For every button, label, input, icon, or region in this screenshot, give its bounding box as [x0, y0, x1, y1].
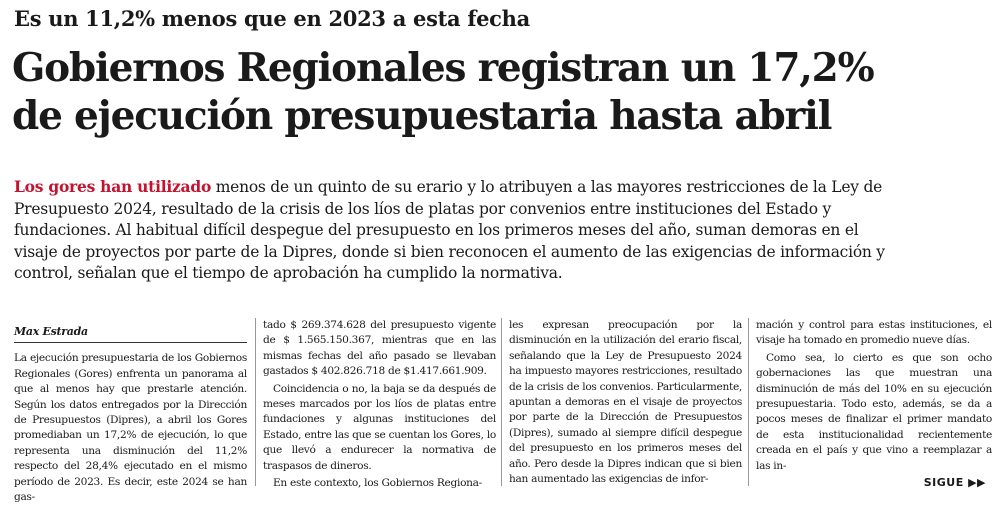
kicker: Es un 11,2% menos que en 2023 a esta fecha	[14, 6, 530, 31]
headline	[12, 44, 988, 140]
headline-line-2: de ejecución presupuestaria hasta abril	[12, 93, 832, 139]
column-3-paragraph-1: les expresan preocupación por la disminución en la utilización del erario fiscal, señalando que la Ley de Presupuesto 2024 ha impuesto mayores restricciones, resultado de la crisis de los convenios. Particularmente, apuntan a demoras en el visaje de proyectos por parte de la Dirección de Presupuestos (Dipres), sumado al siempre difícil despegue del presupuesto en los primeros meses del año. Pero desde la Dipres indican que si bien han aumentado las exigencias de infor-	[509, 319, 742, 486]
column-1	[14, 324, 247, 505]
column-3	[509, 318, 742, 487]
column-4	[756, 318, 992, 474]
column-4-paragraph-2: Como sea, lo cierto es que son ocho gobernaciones las que muestran una disminución de más del 10% en su ejecución presupuestaria. Todo esto, además, se da a pocos meses de finalizar el primer mandato de esta institucionalidad recientemente creada en el país y que vino a reemplazar a las in-	[756, 351, 992, 472]
lead-text: menos de un quinto de su erario y lo atribuyen a las mayores restricciones de la Ley de Presupuesto 2024, resultado de la crisis de los líos de platas por convenios entre instituciones del Estado y fundaciones. Al habitual difícil despegue del presupuesto en los primeros meses del año, suman demoras en el visaje de proyectos por parte de la Dipres, donde si bien reconocen el aumento de las exigencias de información y control, señalan que el tiempo de aprobación ha cumplido la normativa.	[14, 178, 885, 282]
column-2	[263, 318, 496, 491]
lead-paragraph	[14, 176, 894, 285]
article-body	[14, 318, 992, 504]
headline-line-1: Gobiernos Regionales registran un 17,2%	[12, 45, 874, 91]
lead-highlight: Los gores han utilizado	[14, 177, 212, 196]
column-2-paragraph-2: Coincidencia o no, la baja se da después de meses marcados por los líos de platas entre fundaciones y algunas instituciones del Estado, entre las que se cuentan los Gores, lo que llevó a endurecer la normativa de traspasos de dineros.	[263, 382, 496, 472]
column-4-paragraph-1: mación y control para estas instituciones, el visaje ha tomado en promedio nueve días.	[756, 319, 992, 347]
column-divider	[255, 318, 256, 486]
column-divider	[501, 318, 502, 486]
byline: Max Estrada	[14, 324, 247, 343]
continue-link[interactable]: SIGUE ▶▶	[923, 476, 986, 489]
column-divider	[748, 318, 749, 486]
column-2-paragraph-1: tado $ 269.374.628 del presupuesto vigente de $ 1.565.150.367, mientras que en las mismas fechas del año pasado se llevaban gastados $ 402.826.718 de $1.417.661.909.	[263, 319, 496, 378]
column-2-paragraph-3: En este contexto, los Gobiernos Regiona-	[273, 477, 482, 490]
column-1-paragraph-1: La ejecución presupuestaria de los Gobiernos Regionales (Gores) enfrenta un panorama al que al menos hay que prestarle atención. Según los datos entregados por la Dirección de Presupuestos (Dipres), a abril los Gores promediaban un 17,2% de ejecución, lo que representa una disminución del 11,2% respecto del 28,4% ejecutado en el mismo período de 2023. Es decir, este 2024 se han gas-	[14, 352, 247, 504]
